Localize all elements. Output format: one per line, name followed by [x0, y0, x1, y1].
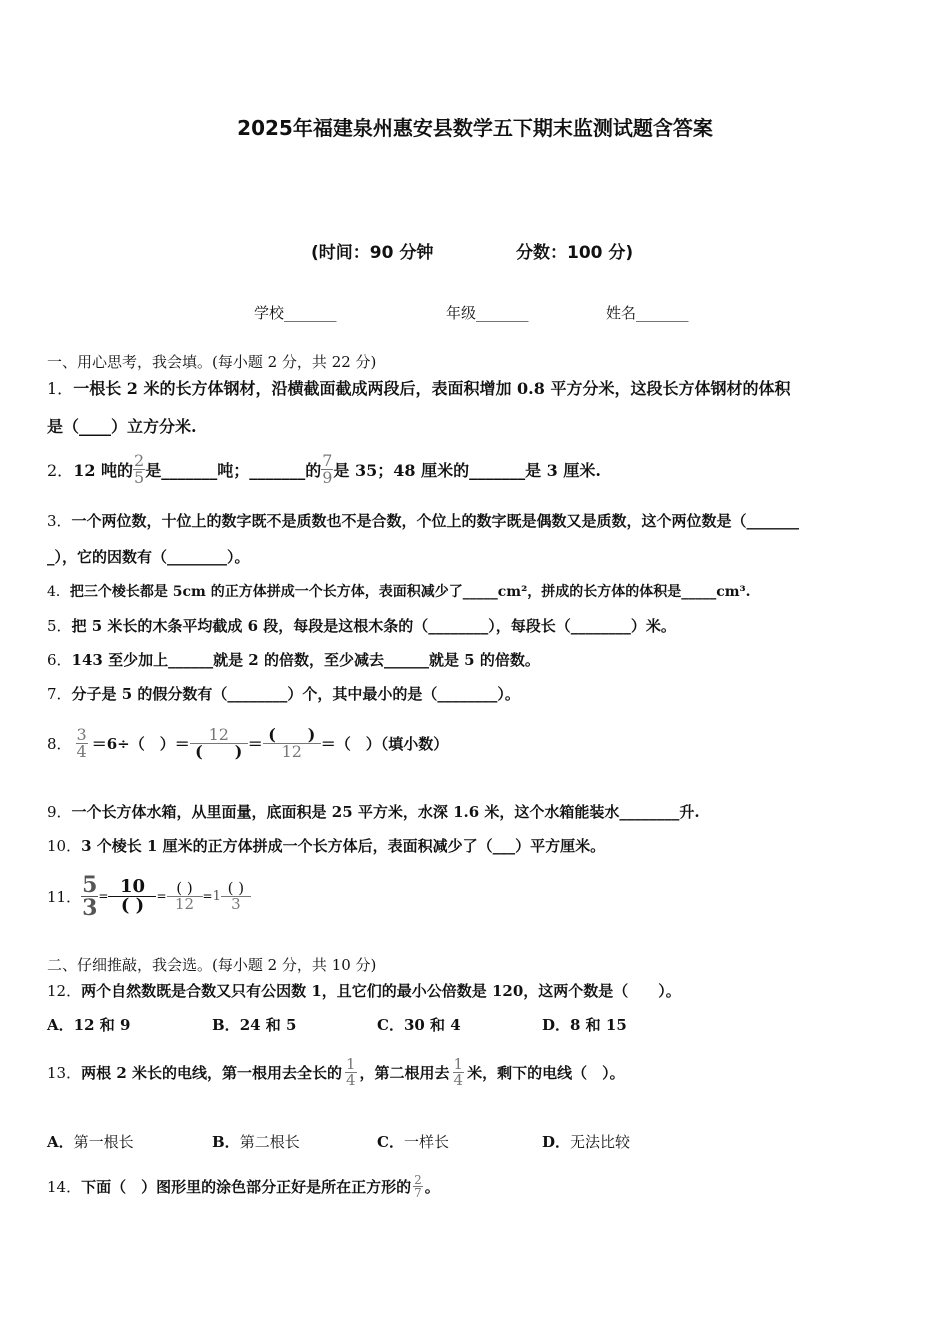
fraction: $\frac{3}{4}$: [76, 724, 87, 761]
question-text: 下面（ ）图形里的涂色部分正好是所在正方形的: [81, 1177, 412, 1196]
fraction: $\frac{7}{9}$: [322, 450, 333, 487]
question-2: [47, 446, 601, 492]
question-text: 两个自然数既是合数又只有公因数 1，且它们的最小公倍数是 120，这两个数是（ ）。: [81, 982, 681, 1000]
fraction: $\frac{( )}{3}$: [221, 881, 251, 912]
equals-sign: =: [202, 889, 213, 903]
question-3: [47, 510, 799, 531]
question-6: [47, 649, 540, 670]
question-text: 两根 2 米长的电线，第一根用去全长的: [81, 1063, 342, 1082]
question-13: [47, 1046, 625, 1098]
question-9: [47, 801, 700, 822]
equals-sign: =: [98, 889, 109, 903]
question-text: 12 吨的: [73, 460, 134, 480]
option-c[interactable]: C．一样长: [377, 1133, 449, 1151]
equals-sign: ＝: [247, 734, 263, 753]
question-text: ＝6÷（ ）＝: [91, 734, 190, 753]
question-text: 米，剩下的电线（ ）。: [467, 1063, 625, 1082]
question-7: [47, 683, 520, 704]
section-1-heading: 一、用心思考，我会填。(每小题 2 分，共 22 分): [47, 353, 377, 371]
question-text: ＝（ ）（填小数）: [320, 734, 449, 753]
option-d[interactable]: D．8 和 15: [542, 1016, 627, 1034]
option-a[interactable]: A．12 和 9: [47, 1016, 131, 1034]
question-number: 4．: [47, 584, 70, 600]
name-field: 姓名_______: [606, 304, 689, 322]
option-b[interactable]: B．第二根长: [212, 1133, 300, 1151]
fraction: $\frac{1}{4}$: [453, 1054, 464, 1089]
question-1-cont: 是（____）立方分米.: [47, 417, 197, 436]
fraction: $\frac{( )}{12}$: [263, 727, 321, 760]
question-number: 7．: [47, 685, 72, 703]
question-text: 把 5 米长的木条平均截成 6 段，每段是这根木条的（________），每段长（________）米。: [71, 617, 676, 635]
question-12: [47, 980, 681, 1001]
fraction: $\frac{( )}{12}$: [167, 881, 203, 912]
question-text: 。: [424, 1177, 440, 1196]
question-number: 9．: [47, 803, 72, 821]
section-2-heading: 二、仔细推敲，我会选。(每小题 2 分，共 10 分): [47, 956, 377, 974]
question-number: 3．: [47, 512, 72, 530]
question-8: [47, 716, 448, 770]
option-c[interactable]: C．30 和 4: [377, 1016, 461, 1034]
question-5: [47, 615, 676, 636]
option-b[interactable]: B．24 和 5: [212, 1016, 297, 1034]
question-text: 3 个棱长 1 厘米的正方体拼成一个长方体后，表面积减少了（___）平方厘米。: [81, 837, 606, 855]
question-4: [47, 581, 751, 601]
equals-sign: =: [156, 889, 167, 903]
question-number: 12．: [47, 982, 82, 1000]
question-text: 一根长 2 米的长方体钢材，沿横截面截成两段后，表面积增加 0.8 平方分米，这段长方体钢材的体积: [73, 379, 791, 398]
question-number: 6．: [47, 651, 72, 669]
fraction: $\frac{1}{4}$: [345, 1054, 356, 1089]
question-text: 分子是 5 的假分数有（________）个，其中最小的是（________）。: [71, 685, 520, 703]
question-number: 1．: [47, 379, 74, 398]
question-11: [47, 868, 251, 924]
question-number: 8．: [47, 734, 72, 753]
exam-time: (时间：90 分钟: [311, 243, 434, 263]
fraction: $\frac{2}{5}$: [134, 450, 145, 487]
school-field: 学校_______: [254, 304, 337, 322]
fraction: $\frac{2}{7}$: [414, 1172, 422, 1200]
question-number: 10．: [47, 837, 82, 855]
whole-number: 1: [212, 888, 221, 904]
fraction: $\frac{10}{( )}$: [108, 878, 156, 915]
fraction: $\frac{5}{3}$: [82, 871, 98, 921]
fraction: $\frac{12}{( )}$: [190, 727, 248, 760]
question-text: 143 至少加上______就是 2 的倍数，至少减去______就是 5 的倍数。: [71, 651, 540, 669]
question-14: [47, 1164, 440, 1208]
question-text: 一个两位数，十位上的数字既不是质数也不是合数，个位上的数字既是偶数又是质数，这个两位数是（_______: [71, 512, 800, 530]
question-number: 5．: [47, 617, 72, 635]
grade-field: 年级_______: [446, 304, 529, 322]
question-text: 是_______吨；_______的: [145, 460, 322, 480]
option-a[interactable]: A．第一根长: [47, 1133, 134, 1151]
question-1: [47, 376, 790, 399]
document-title: 2025年福建泉州惠安县数学五下期末监测试题含答案: [237, 116, 713, 140]
question-text: ，第二根用去: [359, 1063, 450, 1082]
question-number: 11．: [47, 887, 82, 906]
question-10: [47, 835, 605, 856]
exam-score: 分数：100 分): [516, 243, 634, 263]
question-text: 一个长方体水箱，从里面量，底面积是 25 平方米，水深 1.6 米，这个水箱能装水________升.: [71, 803, 700, 821]
option-d[interactable]: D．无法比较: [542, 1133, 631, 1151]
question-number: 2．: [47, 460, 74, 480]
question-text: 是 35；48 厘米的_______是 3 厘米.: [333, 460, 601, 480]
question-number: 13．: [47, 1063, 82, 1082]
question-number: 14．: [47, 1177, 82, 1196]
question-text: 把三个棱长都是 5cm 的正方体拼成一个长方体，表面积减少了_____cm²，拼成的长方体的体积是_____cm³.: [69, 584, 751, 600]
question-3-cont: _），它的因数有（________）。: [47, 548, 250, 566]
